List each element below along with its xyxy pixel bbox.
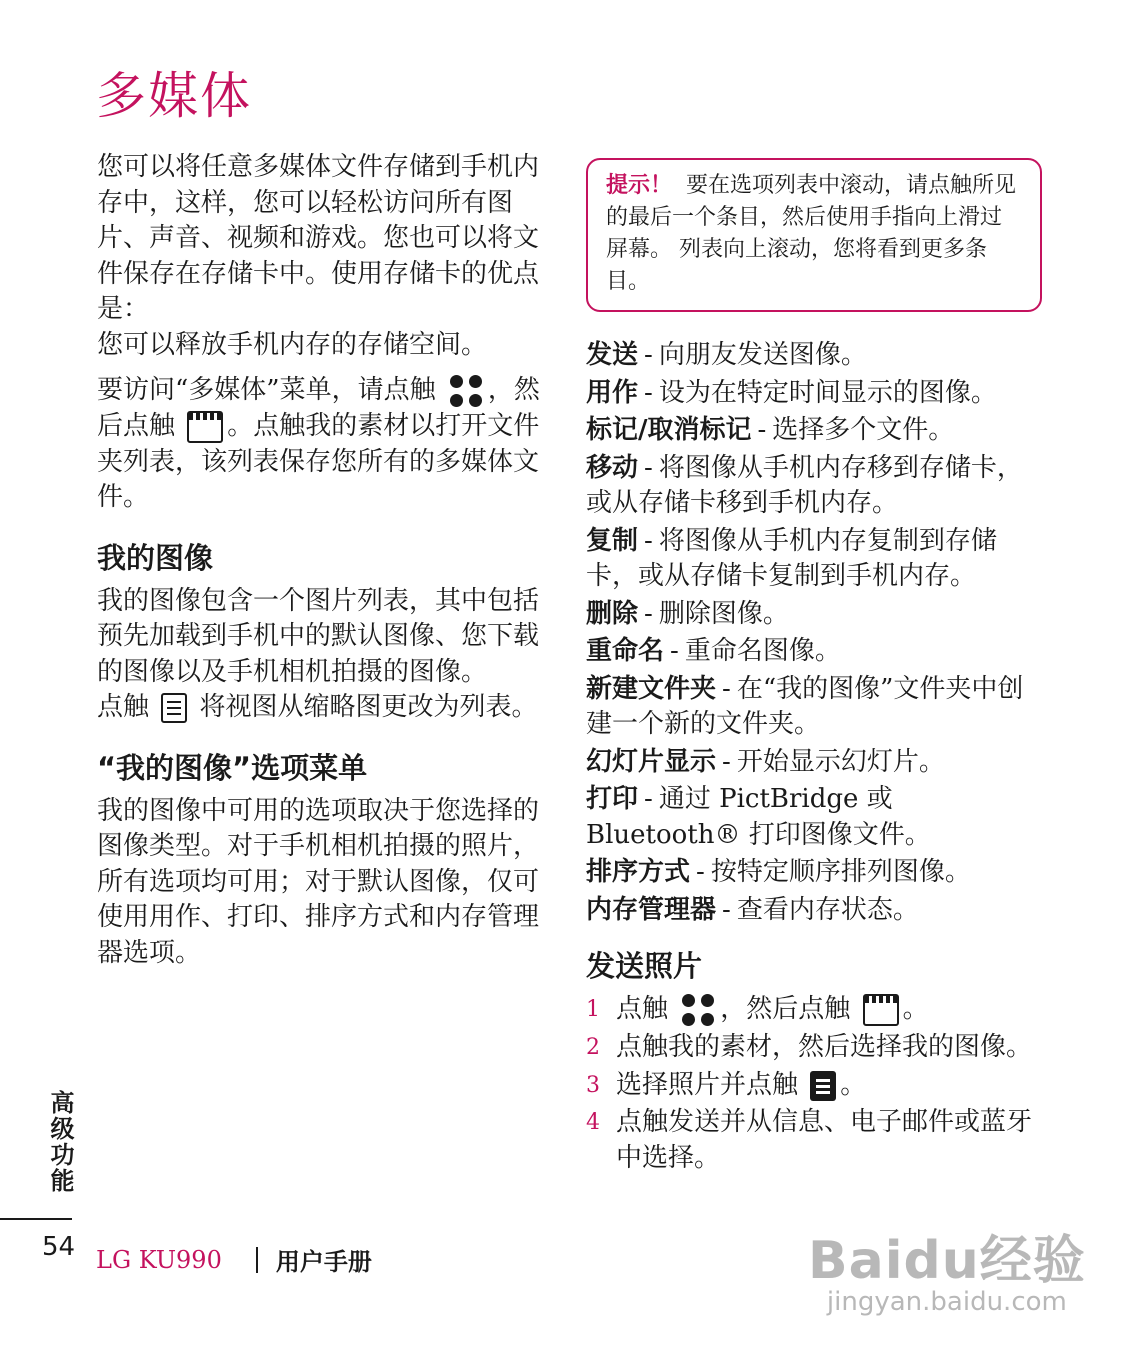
option-term: 幻灯片显示	[586, 746, 717, 777]
grid-menu-icon	[680, 992, 716, 1028]
grid-menu-icon	[448, 373, 484, 409]
option-term: 重命名	[586, 636, 665, 666]
view-text-a: 点触	[97, 692, 150, 722]
option-item	[586, 855, 1038, 891]
left-column	[97, 150, 549, 971]
option-description: 向朋友发送图像。	[658, 340, 867, 370]
option-item	[586, 597, 1038, 633]
step-1-text-b: ，然后点触	[720, 994, 851, 1024]
options-menu-heading: “我的图像”选项菜单	[97, 750, 368, 785]
option-description: 查看内存状态。	[736, 894, 919, 925]
option-dash: -	[722, 746, 731, 777]
watermark-url: jingyan.baidu.com	[826, 1287, 1067, 1317]
option-dash: -	[670, 636, 679, 666]
section-side-tab: 高级功能	[46, 1090, 74, 1194]
step-1-text-c: 。	[902, 994, 929, 1024]
footer	[96, 1242, 372, 1277]
option-dash: -	[644, 340, 653, 370]
step-3-text-b: 。	[840, 1069, 867, 1100]
intro-benefit: 您可以释放手机内存的存储空间。	[97, 329, 488, 360]
option-item	[586, 413, 1038, 449]
option-dash: -	[722, 894, 731, 925]
option-item	[586, 524, 1038, 595]
step-4	[586, 1105, 1038, 1176]
option-item	[586, 451, 1038, 522]
step-number: 3	[586, 1072, 600, 1098]
list-view-icon	[161, 693, 187, 723]
option-dash: -	[644, 452, 653, 483]
watermark-logo-text: Baidu经验	[808, 1231, 1086, 1291]
my-images-heading: 我的图像	[97, 540, 214, 575]
option-dash: -	[644, 525, 653, 556]
step-3-text-a: 选择照片并点触	[616, 1069, 799, 1100]
side-divider	[0, 1218, 72, 1220]
option-term: 内存管理器	[586, 894, 717, 925]
option-dash: -	[644, 598, 653, 629]
page-title: 多媒体	[96, 67, 252, 125]
send-steps	[586, 992, 1038, 1176]
step-number: 4	[586, 1110, 600, 1135]
option-dash: -	[722, 673, 731, 704]
multimedia-film-icon	[863, 994, 899, 1026]
watermark	[808, 1218, 1086, 1317]
access-paragraph	[97, 373, 549, 516]
my-images-paragraph: 我的图像包含一个图片列表，其中包括预先加载到手机中的默认图像、您下载的图像以及手机相机拍摄的图像。	[97, 585, 540, 687]
option-dash: -	[644, 784, 653, 814]
options-menu-icon	[810, 1071, 836, 1101]
tip-label: 提示！	[606, 173, 673, 198]
access-text-a: 要访问“多媒体”菜单，请点触	[97, 375, 436, 405]
step-1-text-a: 点触	[616, 994, 669, 1024]
footer-brand: LG KU990	[96, 1245, 222, 1274]
view-paragraph	[97, 690, 549, 726]
option-term: 排序方式	[586, 857, 691, 887]
option-description: 设为在特定时间显示的图像。	[658, 377, 997, 408]
option-term: 移动	[586, 452, 639, 483]
send-photo-heading: 发送照片	[586, 949, 703, 983]
option-item	[586, 782, 1038, 853]
view-text-b: 将视图从缩略图更改为列表。	[199, 692, 538, 722]
step-3	[586, 1068, 1038, 1104]
option-term: 用作	[586, 377, 639, 408]
footer-manual-label: 用户手册	[275, 1248, 372, 1276]
option-description: 选择多个文件。	[772, 415, 955, 445]
tip-text: 要在选项列表中滚动，请点触所见的最后一个条目，然后使用手指向上滑过屏幕。 列表向上滚动，您将看到更多条目。	[606, 173, 1017, 294]
right-column	[586, 338, 1038, 1178]
step-1	[586, 992, 1038, 1028]
footer-separator	[256, 1247, 258, 1273]
option-term: 复制	[586, 525, 639, 556]
option-term: 删除	[586, 598, 639, 629]
option-description: 将图像从手机内存移到存储卡，或从存储卡移到手机内存。	[586, 452, 1023, 518]
option-description: 在“我的图像”文件夹中创建一个新的文件夹。	[586, 673, 1024, 739]
option-description: 将图像从手机内存复制到存储卡，或从存储卡复制到手机内存。	[586, 525, 997, 591]
option-dash: -	[696, 857, 705, 887]
option-dash: -	[757, 415, 767, 445]
option-description: 删除图像。	[658, 598, 789, 629]
option-term: 打印	[586, 784, 639, 814]
option-description: 按特定顺序排列图像。	[710, 857, 971, 887]
tip-box	[586, 158, 1042, 312]
option-description: 通过 PictBridge 或 Bluetooth® 打印图像文件。	[586, 784, 931, 850]
option-item	[586, 634, 1038, 670]
option-term: 新建文件夹	[586, 673, 717, 704]
option-item	[586, 745, 1038, 781]
option-list	[586, 338, 1038, 928]
access-text-c: 。点触我的素材以打开文件夹列表，该列表保存您所有的多媒体文件。	[97, 411, 540, 512]
step-text: 点触发送并从信息、电子邮件或蓝牙中选择。	[616, 1107, 1033, 1173]
multimedia-film-icon	[187, 411, 223, 443]
option-dash: -	[644, 377, 653, 408]
option-term: 发送	[586, 340, 639, 370]
step-number: 1	[586, 997, 600, 1022]
step-number: 2	[586, 1035, 600, 1060]
step-2	[586, 1030, 1038, 1066]
option-item	[586, 376, 1038, 412]
option-item	[586, 893, 1038, 929]
step-text	[616, 1068, 866, 1104]
option-description: 开始显示幻灯片。	[736, 746, 945, 777]
options-menu-paragraph: 我的图像中可用的选项取决于您选择的图像类型。对于手机相机拍摄的照片，所有选项均可用；对于默认图像，仅可使用用作、打印、排序方式和内存管理器选项。	[97, 795, 540, 968]
option-item	[586, 338, 1038, 374]
step-text	[616, 992, 929, 1028]
access-text-b: ，然后点触	[97, 375, 540, 441]
option-description: 重命名图像。	[684, 636, 841, 666]
intro-paragraph: 您可以将任意多媒体文件存储到手机内存中，这样，您可以轻松访问所有图片、声音、视频和游戏。您也可以将文件保存在存储卡中。使用存储卡的优点是：	[97, 152, 540, 324]
step-text: 点触我的素材，然后选择我的图像。	[616, 1032, 1033, 1062]
option-term: 标记/取消标记	[586, 415, 752, 445]
option-item	[586, 672, 1038, 743]
page-number: 54	[42, 1232, 76, 1262]
